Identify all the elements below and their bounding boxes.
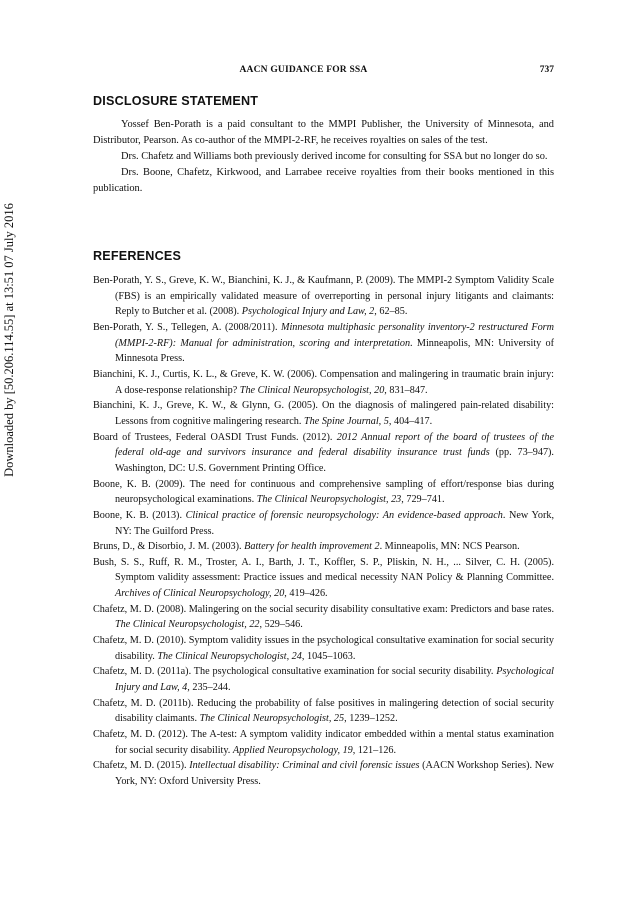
disclosure-body: [93, 117, 554, 197]
disclosure-paragraph: Yossef Ben-Porath is a paid consultant to the MMPI Publisher, the University of Minnesota, and Distributor, Pearson. As co-author of the MMPI-2-RF, he receives royalties on sales of the test.: [93, 119, 554, 146]
reference-item: Bianchini, K. J., Greve, K. W., & Glynn, G. (2005). On the diagnosis of malingered pain-related disability: Lessons from cognitive malingering research. The Spine Journal, 5, 404–417.: [93, 400, 554, 427]
reference-list: [93, 273, 554, 790]
reference-item: Chafetz, M. D. (2010). Symptom validity issues in the psychological consultative examination for social security disability. The Clinical Neuropsychologist, 24, 1045–1063.: [93, 635, 554, 662]
reference-item: Ben-Porath, Y. S., Tellegen, A. (2008/2011). Minnesota multiphasic personality inventory-2 restructured Form (MMPI-2-RF): Manual for administration, scoring and interpretation. Minneapolis, MN: University of Minnesota Press.: [93, 321, 554, 365]
reference-item: Bush, S. S., Ruff, R. M., Troster, A. I., Barth, J. T., Koffler, S. P., Pliskin, N. H., ... Silver, C. H. (2005). Symptom validity assessment: Practice issues and medical necessity NAN Policy & Planning Committee. Archives of Clinical Neuropsychology, 20, 419–426.: [93, 556, 554, 600]
reference-item: Chafetz, M. D. (2011a). The psychological consultative examination for social security disability. Psychological Injury and Law, 4, 235–244.: [93, 666, 554, 694]
reference-item: Ben-Porath, Y. S., Greve, K. W., Bianchini, K. J., & Kaufmann, P. (2009). The MMPI-2 Symptom Validity Scale (FBS) is an empirically validated measure of overreporting in personal injury litigants and claimants: Reply to Butcher et al. (2008). Psychological Injury and Law, 2, 62–85.: [93, 275, 554, 318]
reference-item: Boone, K. B. (2009). The need for continuous and comprehensive sampling of effort/response bias during neuropsychological examinations. The Clinical Neuropsychologist, 23, 729–741.: [93, 478, 554, 506]
reference-item: Bruns, D., & Disorbio, J. M. (2003). Battery for health improvement 2. Minneapolis, MN: NCS Pearson.: [93, 541, 520, 553]
reference-item: Chafetz, M. D. (2008). Malingering on the social security disability consultative exam: Predictors and base rates. The Clinical Neuropsychologist, 22, 529–546.: [93, 603, 554, 631]
reference-item: Chafetz, M. D. (2012). The A-test: A symptom validity indicator embedded within a mental status examination for social security disability. Applied Neuropsychology, 19, 121–126.: [93, 729, 554, 756]
reference-item: Boone, K. B. (2013). Clinical practice of forensic neuropsychology: An evidence-based approach. New York, NY: The Guilford Press.: [93, 509, 554, 537]
reference-item: Chafetz, M. D. (2011b). Reducing the probability of false positives in malingering detection of social security disability claimants. The Clinical Neuropsychologist, 25, 1239–1252.: [93, 697, 554, 725]
disclosure-paragraph: Drs. Boone, Chafetz, Kirkwood, and Larrabee receive royalties from their books mentioned in this publication.: [93, 167, 554, 194]
page-number: 737: [539, 65, 554, 75]
running-title: AACN GUIDANCE FOR SSA: [239, 65, 368, 75]
reference-item: Board of Trustees, Federal OASDI Trust Funds. (2012). 2012 Annual report of the board of trustees of the federal old-age and survivors insurance and federal disability insurance trust funds (pp. 73–947). Washington, DC: U.S. Government Printing Office.: [93, 431, 555, 474]
reference-item: Chafetz, M. D. (2015). Intellectual disability: Criminal and civil forensic issues (AACN Workshop Series). New York, NY: Oxford University Press.: [93, 760, 554, 787]
references-heading: REFERENCES: [93, 249, 182, 263]
reference-item: Bianchini, K. J., Curtis, K. L., & Greve, K. W. (2006). Compensation and malingering in traumatic brain injury: A dose-response relationship? The Clinical Neuropsychologist, 20, 831–847.: [93, 368, 554, 396]
disclosure-paragraph: Drs. Chafetz and Williams both previously derived income for consulting for SSA but no longer do so.: [121, 151, 548, 162]
disclosure-heading: DISCLOSURE STATEMENT: [93, 94, 259, 108]
download-watermark: Downloaded by [50.206.114.55] at 13:51 07 July 2016: [2, 203, 16, 477]
